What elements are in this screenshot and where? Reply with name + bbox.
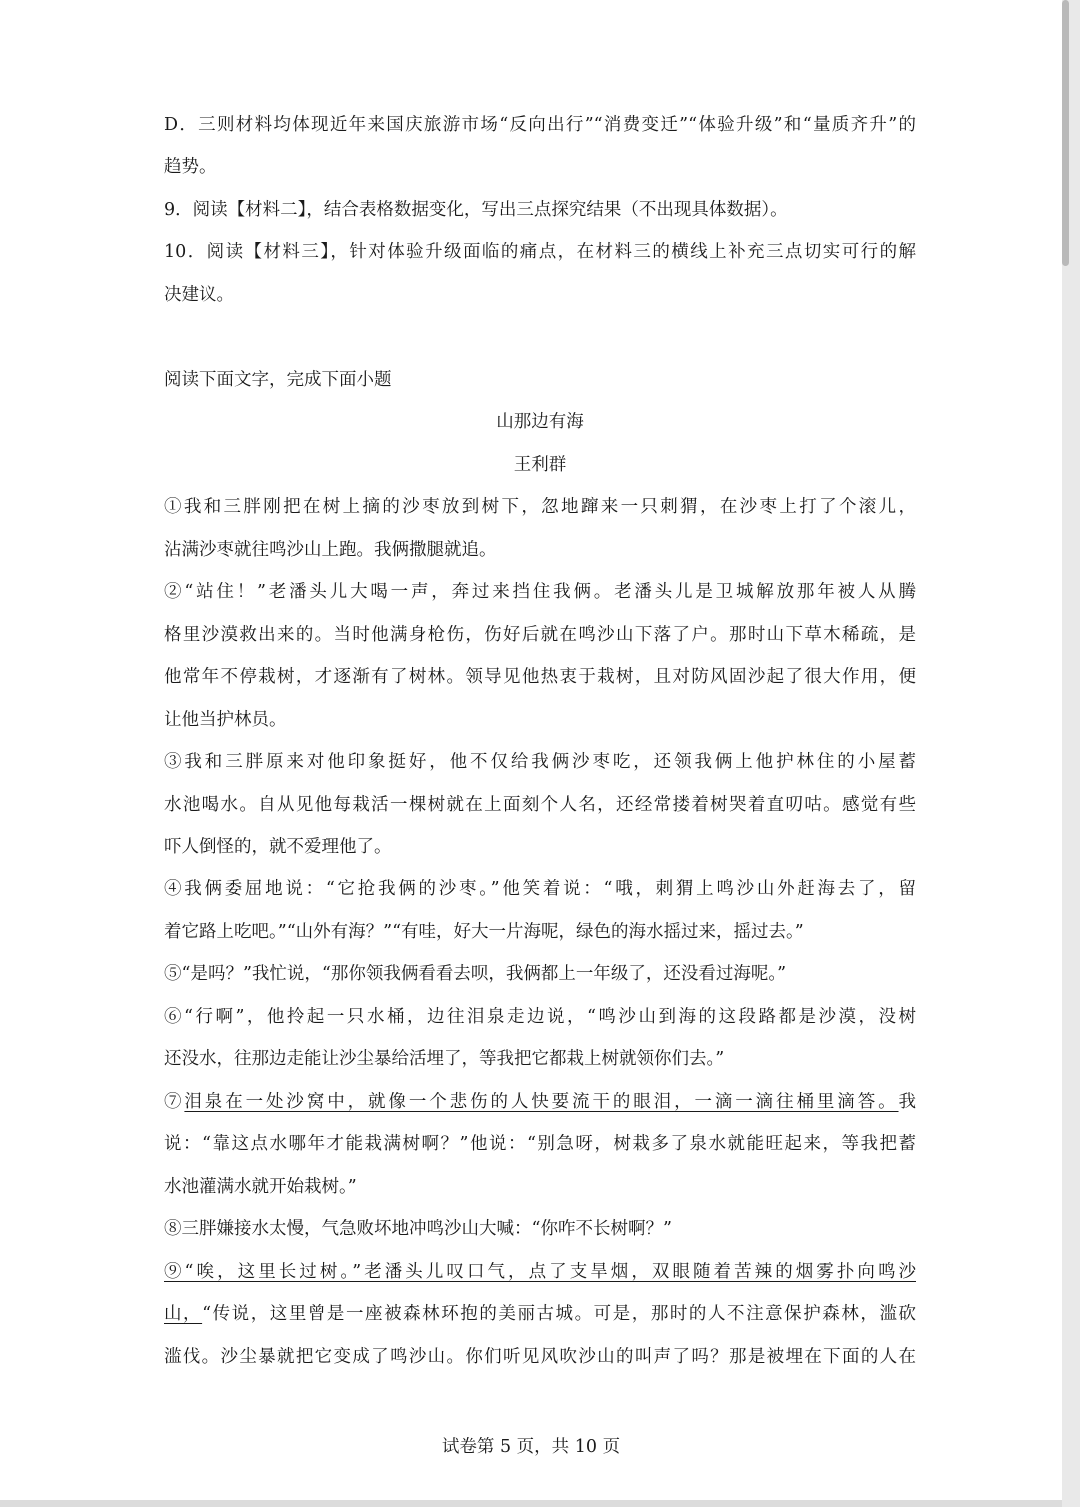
underlined-segment-9: 山， xyxy=(164,1304,203,1324)
paragraph-9-line-1: ⑨“唉，这里长过树。”老潘头儿叹口气，点了支旱烟，双眼随着苦辣的烟雾扑向鸣沙 xyxy=(164,1262,916,1282)
underlined-sentence-7: 泪泉在一处沙窝中，就像一个悲伤的人快要流干的眼泪，一滴一滴往桶里滴答。 xyxy=(184,1092,899,1112)
paragraph-9-line-2 xyxy=(164,1302,916,1326)
paragraph-6-line-1: ⑥“行啊”，他拎起一只水桶，边往泪泉走边说，“鸣沙山到海的这段路都是沙漠，没树 xyxy=(164,1007,916,1027)
paragraph-3-line-2: 水池喝水。自从见他每栽活一棵树就在上面刻个人名，还经常搂着树哭着直叨咕。感觉有些 xyxy=(164,795,916,815)
paragraph-8-line-1: ⑧三胖嫌接水太慢，气急败坏地冲鸣沙山大喊：“你咋不长树啊？” xyxy=(164,1219,672,1239)
paragraph-7-number: ⑦ xyxy=(164,1092,185,1112)
paragraph-7-line-1 xyxy=(164,1090,916,1114)
paragraph-7-line-2: 说：“靠这点水哪年才能栽满树啊？”他说：“别急呀，树栽多了泉水就能旺起来，等我把蓄 xyxy=(164,1134,916,1154)
paragraph-3-line-1: ③我和三胖原来对他印象挺好，他不仅给我俩沙枣吃，还领我俩上他护林住的小屋蓄 xyxy=(164,752,916,772)
reading-instruction: 阅读下面文字，完成下面小题 xyxy=(164,370,392,390)
passage-title: 山那边有海 xyxy=(496,412,584,432)
paragraph-2-line-3: 他常年不停栽树，才逐渐有了树林。领导见他热衷于栽树，且对防风固沙起了很大作用，便 xyxy=(164,667,916,687)
paragraph-7-line-1-rest: 我 xyxy=(898,1092,916,1112)
paragraph-7-line-3: 水池灌满水就开始栽树。” xyxy=(164,1177,357,1197)
question-10-line-2: 决建议。 xyxy=(164,285,234,305)
option-d-line-2: 趋势。 xyxy=(164,157,217,177)
paragraph-4-line-2: 着它路上吃吧。”“山外有海？”“有哇，好大一片海呢，绿色的海水摇过来，摇过去。” xyxy=(164,922,804,942)
paragraph-6-line-2: 还没水，往那边走能让沙尘暴给活埋了，等我把它都栽上树就领你们去。” xyxy=(164,1049,725,1069)
question-9: 9．阅读【材料二】，结合表格数据变化，写出三点探究结果（不出现具体数据）。 xyxy=(164,200,788,220)
scrollbar-thumb[interactable] xyxy=(1062,0,1069,266)
page-bottom-edge xyxy=(0,1500,1062,1507)
paragraph-5-line-1: ⑤“是吗？”我忙说，“那你领我俩看看去呗，我俩都上一年级了，还没看过海呢。” xyxy=(164,964,787,984)
passage-author: 王利群 xyxy=(513,455,567,475)
page-footer: 试卷第 5 页，共 10 页 xyxy=(441,1437,621,1457)
paragraph-2-line-2: 格里沙漠救出来的。当时他满身枪伤，伤好后就在鸣沙山下落了户。那时山下草木稀疏，是 xyxy=(164,625,916,645)
question-10-line-1: 10．阅读【材料三】，针对体验升级面临的痛点，在材料三的横线上补充三点切实可行的解 xyxy=(164,242,916,262)
paragraph-1-line-2: 沾满沙枣就往鸣沙山上跑。我俩撒腿就追。 xyxy=(164,540,497,560)
paragraph-2-line-4: 让他当护林员。 xyxy=(164,710,287,730)
paragraph-2-line-1: ②“站住！”老潘头儿大喝一声，奔过来挡住我俩。老潘头儿是卫城解放那年被人从腾 xyxy=(164,582,916,602)
paragraph-9-line-3: 滥伐。沙尘暴就把它变成了鸣沙山。你们听见风吹沙山的叫声了吗？那是被埋在下面的人在 xyxy=(164,1347,916,1367)
paragraph-3-line-3: 吓人倒怪的，就不爱理他了。 xyxy=(164,837,392,857)
paragraph-4-line-1: ④我俩委屈地说：“它抢我俩的沙枣。”他笑着说：“哦，刺猬上鸣沙山外赶海去了，留 xyxy=(164,879,916,899)
paragraph-1-line-1: ①我和三胖刚把在树上摘的沙枣放到树下，忽地蹿来一只刺猬，在沙枣上打了个滚儿， xyxy=(164,497,916,517)
option-d-line-1: D．三则材料均体现近年来国庆旅游市场“反向出行”“消费变迁”“体验升级”和“量质齐升”的 xyxy=(164,115,916,135)
paragraph-9-line-2-rest: “传说，这里曾是一座被森林环抱的美丽古城。可是，那时的人不注意保护森林，滥砍 xyxy=(202,1304,916,1324)
